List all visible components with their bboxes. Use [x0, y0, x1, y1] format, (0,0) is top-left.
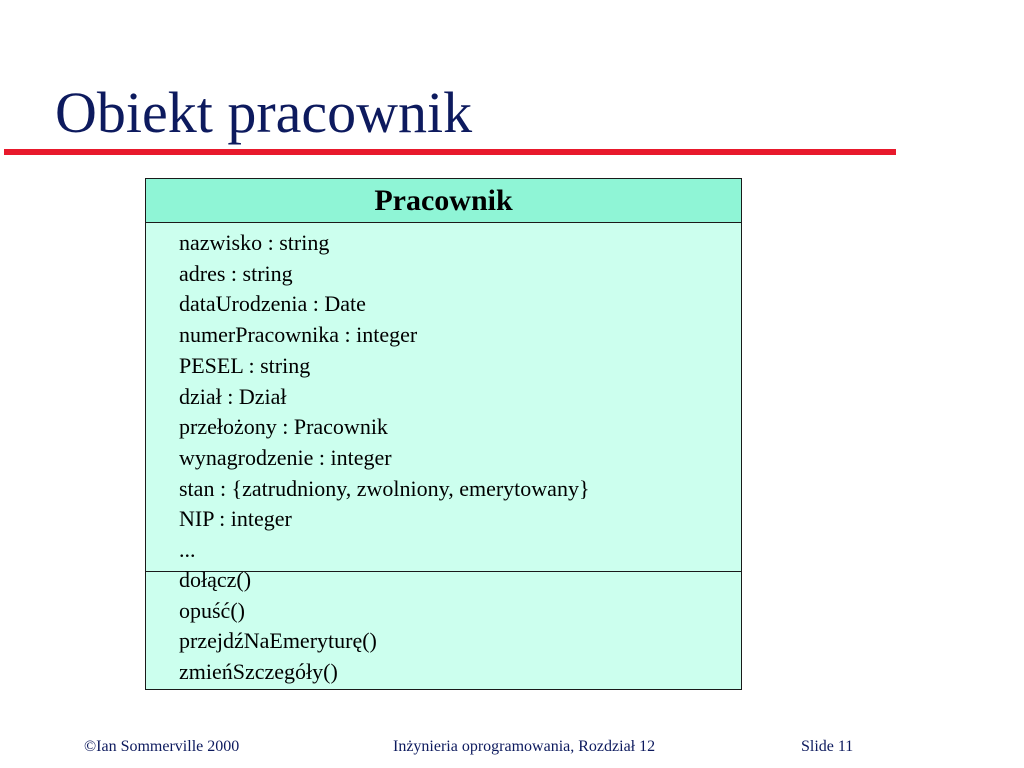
operation-zmien-szczegoly: zmieńSzczegóły() [179, 659, 338, 685]
attribute-adres: adres : string [179, 260, 293, 286]
attribute-wynagrodzenie: wynagrodzenie : integer [179, 444, 392, 470]
attribute-przelozony: przełożony : Pracownik [179, 414, 388, 440]
operation-przejdz-na-emeryture: przejdźNaEmeryturę() [179, 628, 377, 654]
attribute-stan: stan : {zatrudniony, zwolniony, emerytowany} [179, 475, 590, 501]
attribute-nip: NIP : integer [179, 506, 292, 532]
attribute-pesel: PESEL : string [179, 352, 311, 378]
footer-course: Inżynieria oprogramowania, Rozdział 12 [393, 738, 656, 755]
attribute-ellipsis: ... [179, 537, 196, 563]
attribute-numer-pracownika: numerPracownika : integer [179, 322, 418, 348]
footer-copyright: ©Ian Sommerville 2000 [84, 738, 240, 755]
class-name: Pracownik [146, 179, 741, 223]
attribute-data-urodzenia: dataUrodzenia : Date [179, 291, 366, 317]
operation-opusc: opuść() [179, 597, 245, 623]
attributes-compartment [179, 228, 590, 566]
attribute-dzial: dział : Dział [179, 383, 287, 409]
operation-dolacz: dołącz() [179, 567, 252, 592]
uml-class-box [145, 178, 742, 690]
slide-title: Obiekt pracownik [55, 80, 473, 145]
operations-compartment [179, 565, 377, 688]
footer-slide-number: Slide 11 [801, 738, 854, 755]
title-underline [4, 149, 896, 155]
attribute-nazwisko: nazwisko : string [179, 230, 330, 255]
